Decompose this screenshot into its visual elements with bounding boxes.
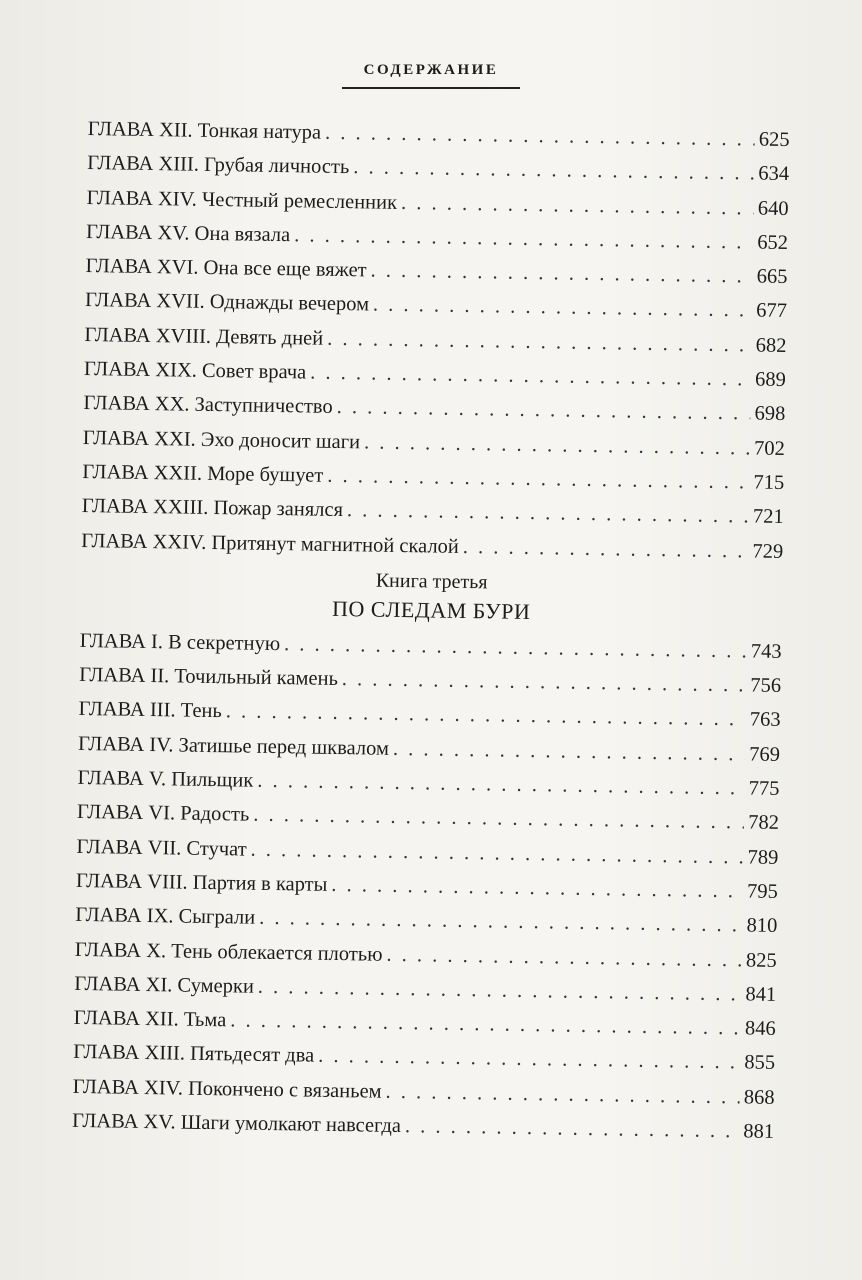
chapter-title: ГЛАВА III. Тень: [78, 698, 223, 723]
page-number: 634: [758, 162, 790, 186]
chapter-title: ГЛАВА VII. Стучат: [76, 835, 247, 861]
book-label: Книга третья: [375, 569, 488, 594]
dot-leader: [463, 530, 749, 568]
chapter-title: ГЛАВА XX. Заступничество: [83, 392, 333, 419]
dot-leader: [373, 288, 753, 328]
page-number: 715: [753, 471, 785, 494]
title-underline: [342, 87, 520, 89]
page-number: 702: [753, 437, 785, 460]
chapter-title: ГЛАВА IX. Сыграли: [75, 904, 256, 929]
chapter-title: ГЛАВА XIV. Покончено с вязаньем: [72, 1075, 382, 1103]
page-number: 698: [754, 402, 786, 426]
page-number: 825: [745, 948, 777, 972]
page-number: 640: [757, 197, 789, 220]
chapter-title: ГЛАВА XVIII. Девять дней: [84, 323, 324, 350]
chapter-title: ГЛАВА XV. Она вязала: [85, 220, 291, 247]
dot-leader: [386, 937, 742, 977]
page-number: 841: [745, 983, 777, 1006]
page-number: 846: [744, 1017, 776, 1041]
chapter-title: ГЛАВА XIX. Совет врача: [83, 358, 307, 384]
page-number: 756: [750, 674, 782, 698]
page-number: 721: [752, 505, 784, 529]
chapter-title: ГЛАВА VIII. Партия в карты: [75, 869, 328, 896]
page-number: 689: [754, 368, 787, 392]
page-number: 677: [756, 300, 788, 323]
page-number: 743: [750, 640, 782, 663]
chapter-title: ГЛАВА IV. Затишье перед шквалом: [77, 732, 390, 760]
page-number: 795: [746, 880, 779, 903]
chapter-title: ГЛАВА XIII. Пятьдесят два: [73, 1041, 315, 1068]
page-number: 855: [744, 1051, 776, 1075]
chapter-title: ГЛАВА VI. Радость: [76, 801, 250, 826]
page-number: 682: [755, 334, 787, 357]
book-title: ПО СЛЕДАМ БУРИ: [331, 595, 531, 624]
dot-leader: [401, 186, 754, 226]
page-number: 775: [748, 777, 780, 800]
dot-leader: [393, 732, 746, 772]
page-title: СОДЕРЖАНИЕ: [363, 62, 499, 78]
chapter-title: ГЛАВА II. Точильный камень: [78, 664, 339, 691]
chapter-title: ГЛАВА XV. Шаги умолкают навсегда: [71, 1109, 402, 1138]
page-number: 625: [758, 128, 790, 152]
page-number: 665: [756, 265, 788, 289]
book-heading: [80, 558, 783, 635]
page-number: 881: [743, 1120, 775, 1143]
chapter-title: ГЛАВА XXII. Море бушует: [82, 460, 324, 487]
chapter-title: ГЛАВА I. В секретную: [79, 629, 281, 655]
page-number: 810: [746, 914, 778, 938]
page-number: 782: [747, 811, 780, 835]
dot-leader: [364, 425, 751, 465]
toc-section-part1: [81, 112, 790, 569]
dot-leader: [370, 254, 753, 294]
page-number: 652: [757, 231, 789, 254]
chapter-title: ГЛАВА XIV. Честный ремесленник: [86, 186, 398, 214]
chapter-title: ГЛАВА XXIV. Притянут магнитной скалой: [81, 529, 460, 558]
toc-section-part2: [72, 624, 782, 1149]
page-number: 789: [747, 846, 779, 869]
page-number: 769: [749, 743, 781, 766]
page-number: 729: [752, 540, 784, 563]
chapter-title: ГЛАВА XVI. Она все еще вяжет: [85, 255, 367, 282]
chapter-title: ГЛАВА XII. Тьма: [73, 1007, 227, 1032]
page-header: [0, 62, 862, 89]
chapter-title: ГЛАВА XXI. Эхо доносит шаги: [82, 426, 361, 453]
dot-leader: [405, 1109, 740, 1148]
page-number: 868: [743, 1086, 775, 1109]
chapter-title: ГЛАВА XII. Тонкая натура: [87, 117, 322, 144]
chapter-title: ГЛАВА X. Тень облекается плотью: [74, 938, 383, 966]
dot-leader: [385, 1075, 740, 1115]
chapter-title: ГЛАВА XI. Сумерки: [74, 972, 255, 998]
table-of-contents: [72, 112, 790, 1149]
chapter-title: ГЛАВА V. Пильщик: [77, 766, 254, 792]
chapter-title: ГЛАВА XXIII. Пожар занялся: [81, 495, 344, 522]
page-number: 763: [749, 708, 781, 732]
chapter-title: ГЛАВА XVII. Однажды вечером: [84, 289, 370, 316]
chapter-title: ГЛАВА XIII. Грубая личность: [87, 152, 350, 179]
